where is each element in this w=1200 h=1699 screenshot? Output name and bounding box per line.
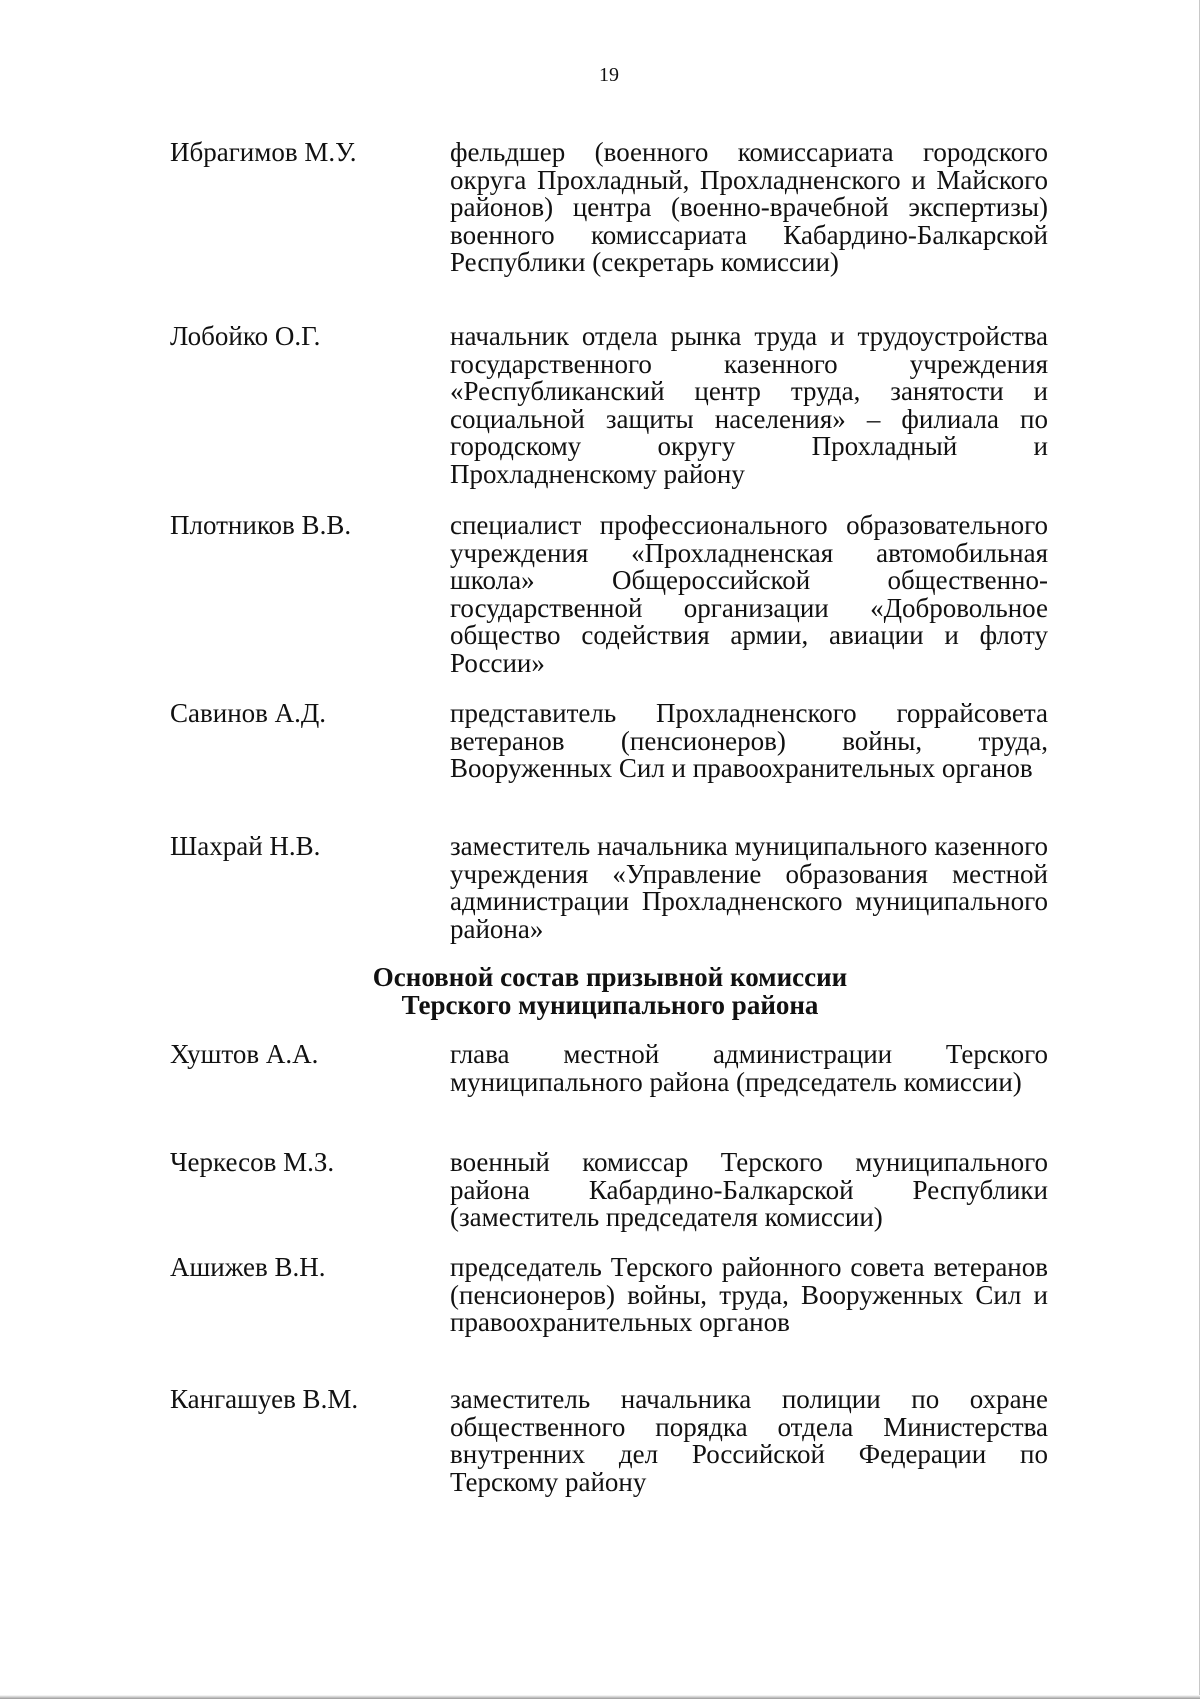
member-position: заместитель начальника полиции по охране общественного порядка отдела Министерства внутренних дел Российской Федерации по Терскому району (450, 1384, 1048, 1497)
member-entry (170, 323, 1050, 488)
member-entry (170, 1386, 1050, 1496)
member-name: Плотников В.В. (170, 510, 352, 540)
member-name: Ашижев В.Н. (170, 1252, 326, 1282)
member-name: Кангашуев В.М. (170, 1384, 359, 1414)
member-name: Ибрагимов М.У. (170, 137, 357, 167)
member-position: представитель Прохладненского горрайсовета ветеранов (пенсионеров) войны, труда, Вооруженных Сил и правоохранительных органов (450, 698, 1048, 783)
section-heading-line-1: Основной состав призывной комиссии (372, 962, 848, 992)
member-name: Шахрай Н.В. (170, 831, 321, 861)
member-position: фельдшер (военного комиссариата городского округа Прохладный, Прохладненского и Майского районов) центра (военно-врачебной экспертизы) военного комиссариата Кабардино-Балкарской Республики (секретарь комиссии) (450, 137, 1048, 277)
member-entry (170, 512, 1050, 677)
member-position: глава местной администрации Терского муниципального района (председатель комиссии) (450, 1039, 1048, 1097)
member-name: Лобойко О.Г. (170, 321, 321, 351)
member-name: Черкесов М.З. (170, 1147, 335, 1177)
member-entry (170, 139, 1050, 277)
member-name: Хуштов А.А. (170, 1039, 319, 1069)
member-entry (170, 1254, 1050, 1337)
member-entry (170, 833, 1050, 943)
section-heading (170, 963, 1050, 1019)
page-number: 19 (599, 64, 619, 86)
member-position: председатель Терского районного совета ветеранов (пенсионеров) войны, труда, Вооруженных Сил и правоохранительных органов (450, 1252, 1048, 1337)
member-position: военный комиссар Терского муниципального района Кабардино-Балкарской Республики (заместитель председателя комиссии) (450, 1147, 1048, 1232)
member-position: специалист профессионального образовательного учреждения «Прохладненская автомобильная школа» Общероссийской общественно-государственной организации «Добровольное общество содействия армии, авиации и флоту России» (450, 510, 1048, 678)
member-entry (170, 1041, 1050, 1096)
member-position: заместитель начальника муниципального казенного учреждения «Управление образования местной администрации Прохладненского муниципального района» (450, 831, 1048, 944)
section-heading-line-2: Терского муниципального района (401, 990, 819, 1020)
member-entry (170, 700, 1050, 783)
member-entry (170, 1149, 1050, 1232)
member-position: начальник отдела рынка труда и трудоустройства государственного казенного учреждения «Республиканский центр труда, занятости и социальной защиты населения» – филиала по городскому округу Прохладный и Прохладненскому району (450, 321, 1048, 489)
member-name: Савинов А.Д. (170, 698, 327, 728)
scan-bottom-edge (0, 1695, 1200, 1699)
